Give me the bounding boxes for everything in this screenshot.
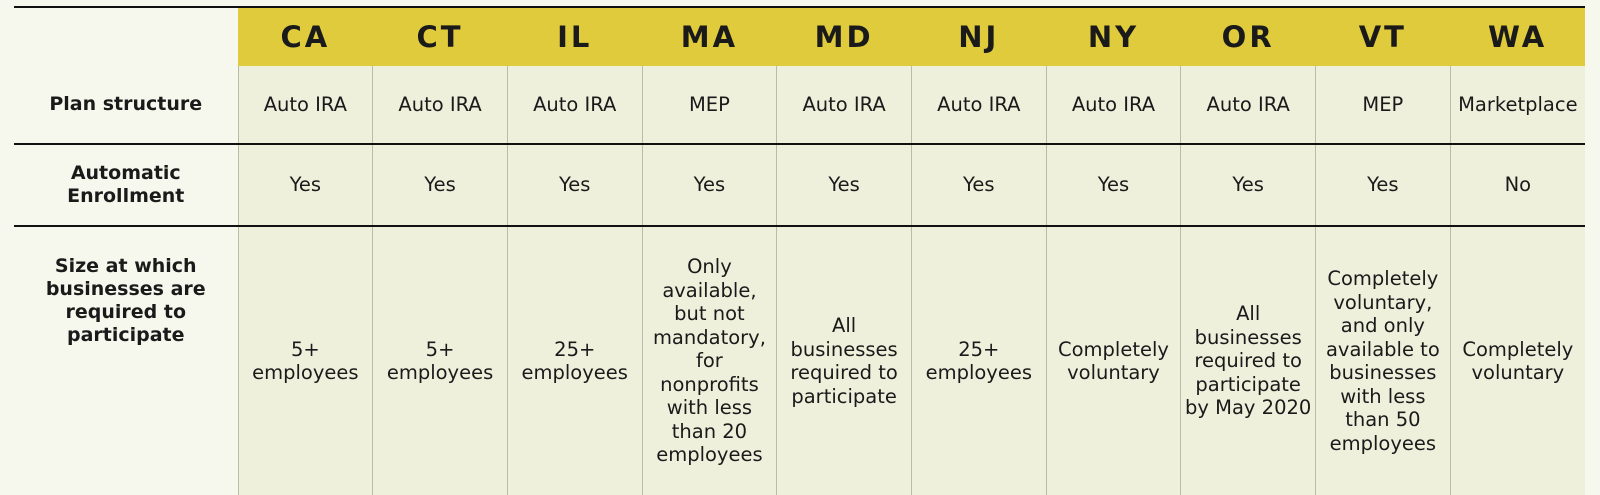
table-cell: Auto IRA (1181, 66, 1316, 144)
column-header-ca: CA (238, 7, 373, 66)
table-cell: Yes (1046, 144, 1181, 226)
column-header-nj: NJ (911, 7, 1046, 66)
column-header-wa: WA (1450, 7, 1585, 66)
table-cell: All businesses required to participate (777, 226, 912, 495)
column-header-ny: NY (1046, 7, 1181, 66)
table-row-plan-structure (14, 66, 1585, 144)
column-header-md: MD (777, 7, 912, 66)
table-cell: Only available, but not mandatory, for nonprofits with less than 20 employees (642, 226, 777, 495)
column-header-or: OR (1181, 7, 1316, 66)
table-cell: Yes (507, 144, 642, 226)
table-cell: All businesses required to participate by May 2020 (1181, 226, 1316, 495)
column-header-il: IL (507, 7, 642, 66)
table-cell: Marketplace (1450, 66, 1585, 144)
row-label-automatic-enrollment: Automatic Enrollment (14, 144, 238, 226)
table-cell: Completely voluntary (1046, 226, 1181, 495)
state-plan-comparison-table (14, 6, 1585, 495)
table-cell: Yes (777, 144, 912, 226)
table-cell: Yes (911, 144, 1046, 226)
table-cell: MEP (1316, 66, 1451, 144)
header-corner (14, 7, 238, 66)
table-cell: Auto IRA (507, 66, 642, 144)
table-cell: Auto IRA (777, 66, 912, 144)
table-cell: Yes (1316, 144, 1451, 226)
table-cell: Yes (1181, 144, 1316, 226)
table-cell: MEP (642, 66, 777, 144)
comparison-table-container (14, 6, 1585, 483)
table-cell: 25+ employees (507, 226, 642, 495)
table-row-automatic-enrollment (14, 144, 1585, 226)
table-cell: Yes (238, 144, 373, 226)
table-cell: 5+ employees (238, 226, 373, 495)
table-row-participation-size (14, 226, 1585, 495)
table-cell: Completely voluntary (1450, 226, 1585, 495)
table-cell: 25+ employees (911, 226, 1046, 495)
table-cell: Auto IRA (1046, 66, 1181, 144)
column-header-ct: CT (373, 7, 508, 66)
row-label-participation-size: Size at which businesses are required to participate (14, 226, 238, 495)
table-cell: Completely voluntary, and only available to businesses with less than 50 employees (1316, 226, 1451, 495)
table-cell: Yes (642, 144, 777, 226)
column-header-ma: MA (642, 7, 777, 66)
table-cell: No (1450, 144, 1585, 226)
table-cell: 5+ employees (373, 226, 508, 495)
column-header-vt: VT (1316, 7, 1451, 66)
header-row (14, 7, 1585, 66)
table-cell: Auto IRA (911, 66, 1046, 144)
row-label-plan-structure: Plan structure (14, 66, 238, 144)
table-cell: Yes (373, 144, 508, 226)
table-cell: Auto IRA (238, 66, 373, 144)
table-cell: Auto IRA (373, 66, 508, 144)
